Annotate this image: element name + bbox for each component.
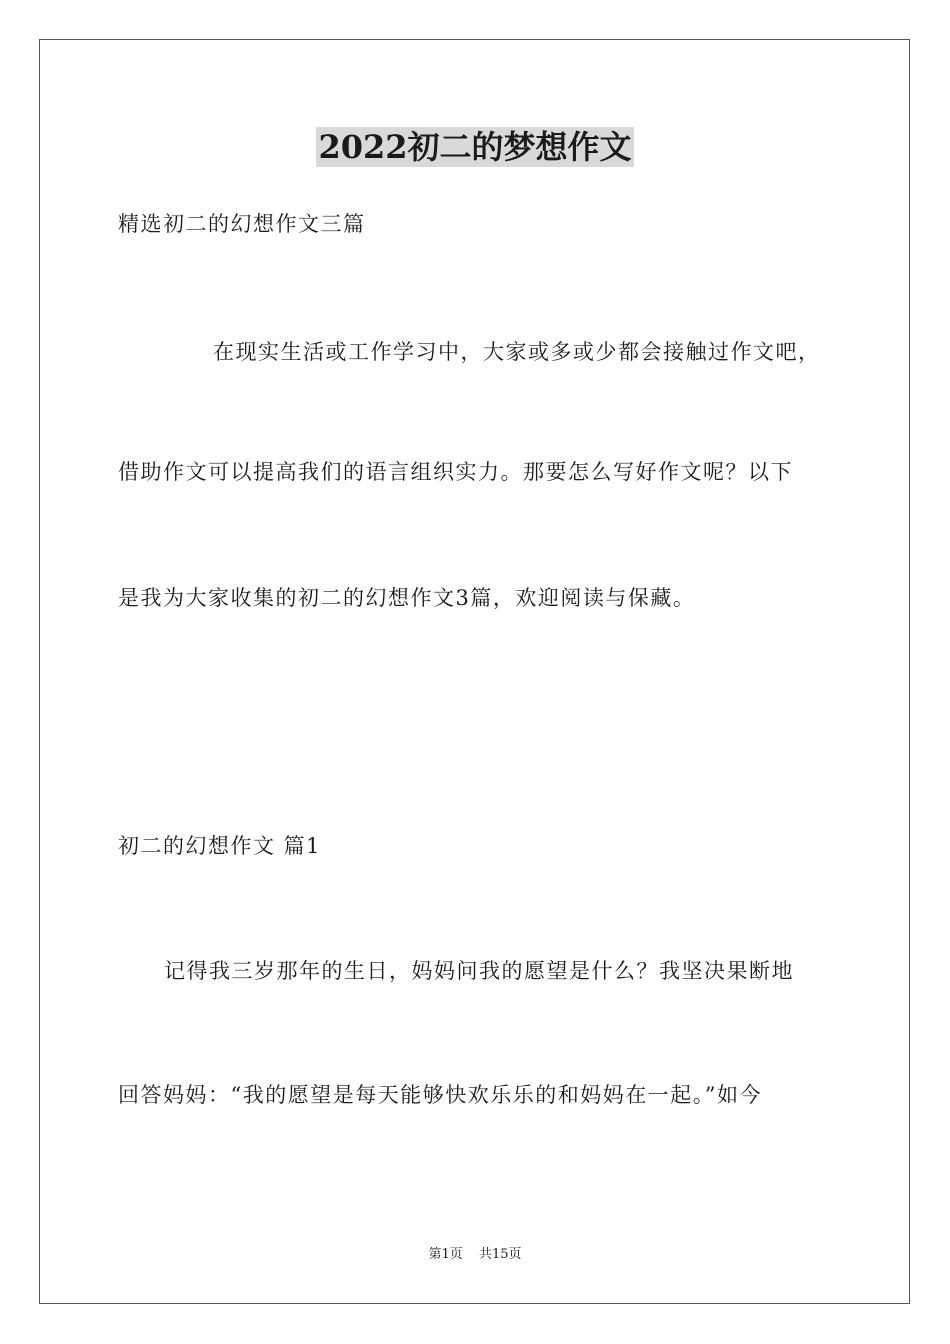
page-footer (0, 1246, 950, 1264)
page-number-current: 第1页 (428, 1247, 463, 1262)
document-title: 2022初二的梦想作文 (318, 128, 632, 166)
section-heading: 初二的幻想作文 篇1 (118, 834, 322, 858)
intro-paragraph-line-2: 借助作文可以提高我们的语言组织实力。那要怎么写好作文呢？以下 (118, 460, 793, 484)
page-number-total: 共15页 (478, 1247, 522, 1262)
subtitle: 精选初二的幻想作文三篇 (118, 212, 366, 236)
body-paragraph-line-2: 回答妈妈：“我的愿望是每天能够快欢乐乐的和妈妈在一起。”如今 (118, 1083, 762, 1107)
intro-paragraph-line-3: 是我为大家收集的初二的幻想作文3篇，欢迎阅读与保藏。 (118, 586, 696, 610)
intro-paragraph-line-1: 在现实生活或工作学习中，大家或多或少都会接触过作文吧， (213, 340, 821, 364)
title-container (0, 127, 950, 167)
body-paragraph-line-1: 记得我三岁那年的生日，妈妈问我的愿望是什么？我坚决果断地 (164, 959, 794, 983)
